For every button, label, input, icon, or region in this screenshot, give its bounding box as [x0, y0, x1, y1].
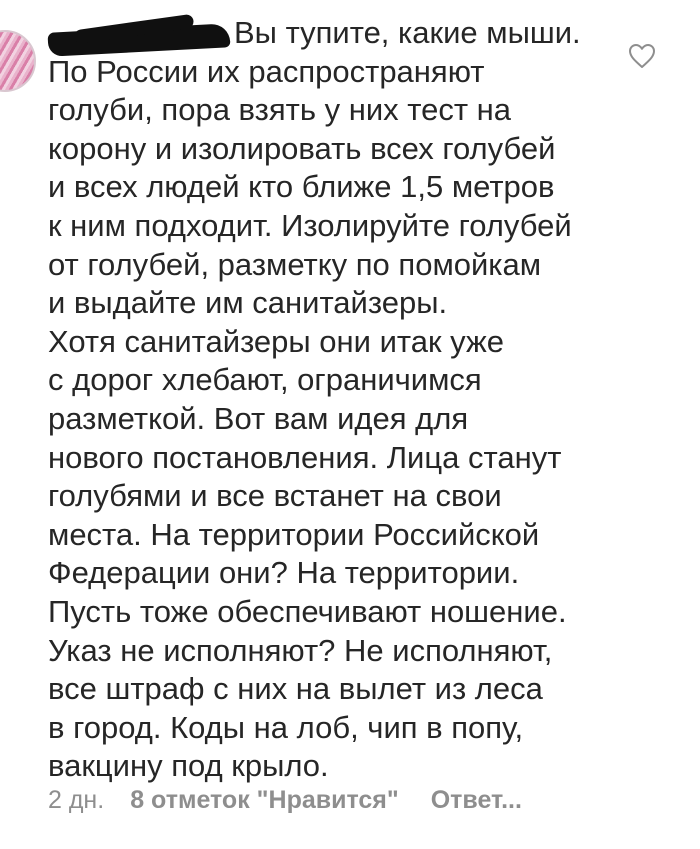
reply-button[interactable]: Ответ... [430, 786, 522, 814]
comment-time: 2 дн. [48, 786, 105, 814]
comment-body: Вы тупите, какие мыши. По России их распространяют голуби, пора взять у них тест на корону и изолировать всех голубей и всех людей кто ближе 1,5 метров к ним подходит. Изолируйте голубей от голубей, разметку по помойкам и выдайте им санитайзеры. Хотя санитайзеры они итак уже с дорог хлебают, ограничимся разметкой. Вот вам идея для нового постановления. Лица станут голубями и все встанет на свои места. На территории Российской Федерации они? На территории. Пусть тоже обеспечивают ношение. Указ не исполняют? Не исполняют, все штраф с них на вылет из леса в город. Коды на лоб, чип в попу, вакцину под крыло. [48, 15, 581, 784]
comment-meta [48, 786, 522, 815]
comment-text [48, 14, 638, 786]
likes-count-link[interactable]: 8 отметок "Нравится" [130, 786, 399, 814]
heart-icon[interactable] [628, 43, 656, 69]
avatar[interactable] [0, 30, 36, 92]
